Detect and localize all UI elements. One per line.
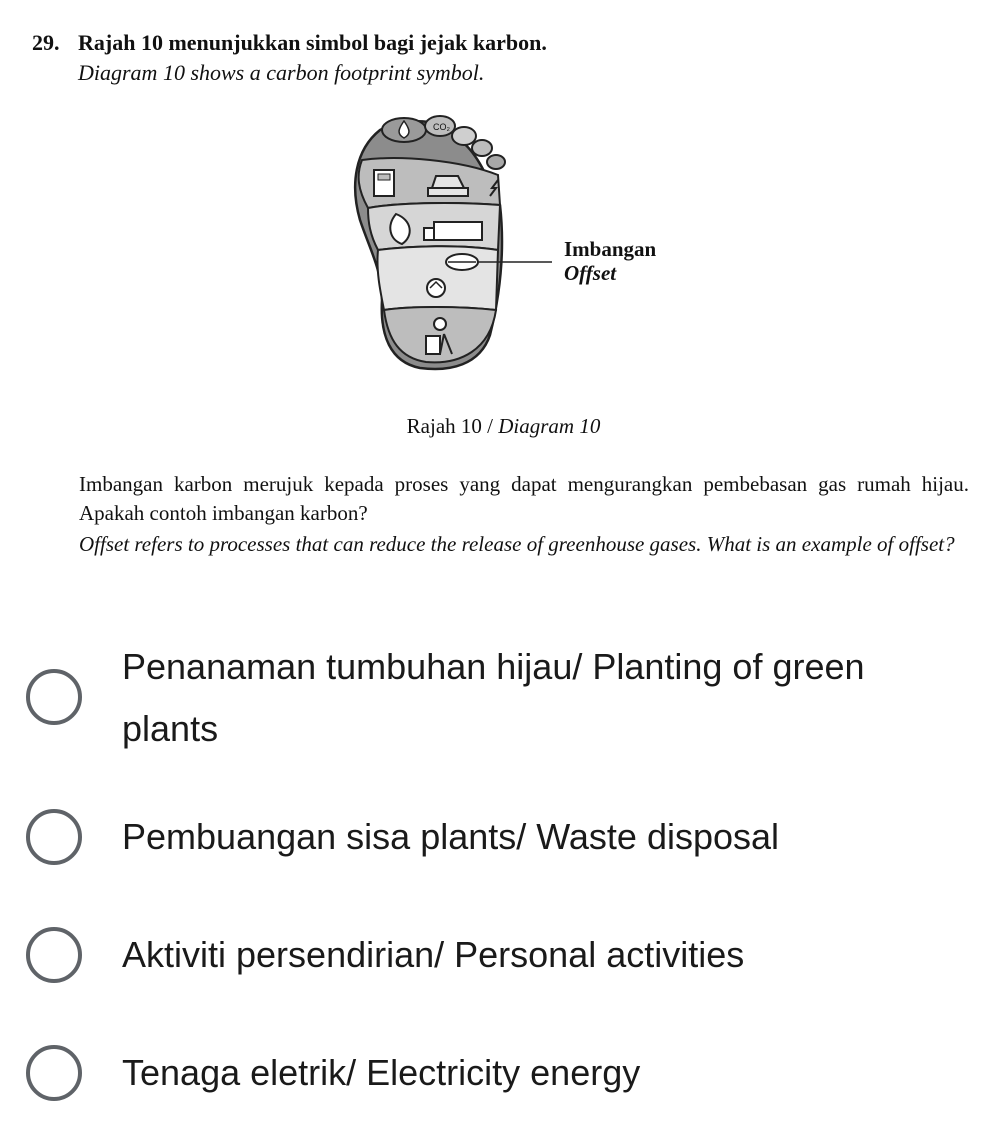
toe-3	[452, 127, 476, 145]
caption-en: Diagram 10	[498, 414, 601, 438]
fuel-pump-window	[378, 174, 390, 180]
toe-4	[472, 140, 492, 156]
truck-icon	[434, 222, 482, 240]
question-text-ms: Rajah 10 menunjukkan simbol bagi jejak karbon.	[78, 30, 547, 55]
truck-cab	[424, 228, 434, 240]
stem-text-ms: Imbangan karbon merujuk kepada proses yang dapat mengurangkan pembebasan gas rumah hijau. Apakah contoh imbangan karbon?	[79, 472, 969, 525]
label-imbangan: Imbangan	[564, 237, 657, 261]
person-head-icon	[434, 318, 446, 330]
footprint-svg	[340, 110, 700, 390]
caption-ms: Rajah 10 /	[406, 414, 499, 438]
option-label: Tenaga eletrik/ Electricity energy	[122, 1052, 641, 1093]
option-label: Pembuangan sisa plants/ Waste disposal	[122, 816, 780, 857]
question-line-ms	[32, 28, 982, 58]
option-waste-disposal[interactable]	[26, 806, 986, 868]
toe-5	[487, 155, 505, 169]
carbon-footprint-diagram	[340, 110, 700, 390]
question-header	[32, 28, 982, 88]
question-number: 29.	[32, 30, 60, 55]
question-text-en: Diagram 10 shows a carbon footprint symbol.	[78, 60, 485, 85]
radio-button-icon[interactable]	[26, 1045, 82, 1101]
radio-button-icon[interactable]	[26, 809, 82, 865]
radio-button-icon[interactable]	[26, 927, 82, 983]
co2-label: CO₂	[433, 122, 450, 132]
question-stem	[79, 470, 969, 559]
option-label: Penanaman tumbuhan hijau/ Planting of green plants	[122, 646, 865, 749]
option-personal-activities[interactable]	[26, 924, 986, 986]
option-label: Aktiviti persendirian/ Personal activities	[122, 934, 745, 975]
band-offset	[377, 246, 498, 310]
stem-text-en: Offset refers to processes that can reduce the release of greenhouse gases. What is an example of offset?	[79, 532, 955, 556]
label-offset: Offset	[564, 261, 617, 285]
figure-caption	[0, 414, 1007, 439]
option-electricity-energy[interactable]	[26, 1042, 986, 1104]
option-planting-green-plants[interactable]	[26, 636, 986, 760]
bin-icon	[426, 336, 440, 354]
radio-button-icon[interactable]	[26, 669, 82, 725]
